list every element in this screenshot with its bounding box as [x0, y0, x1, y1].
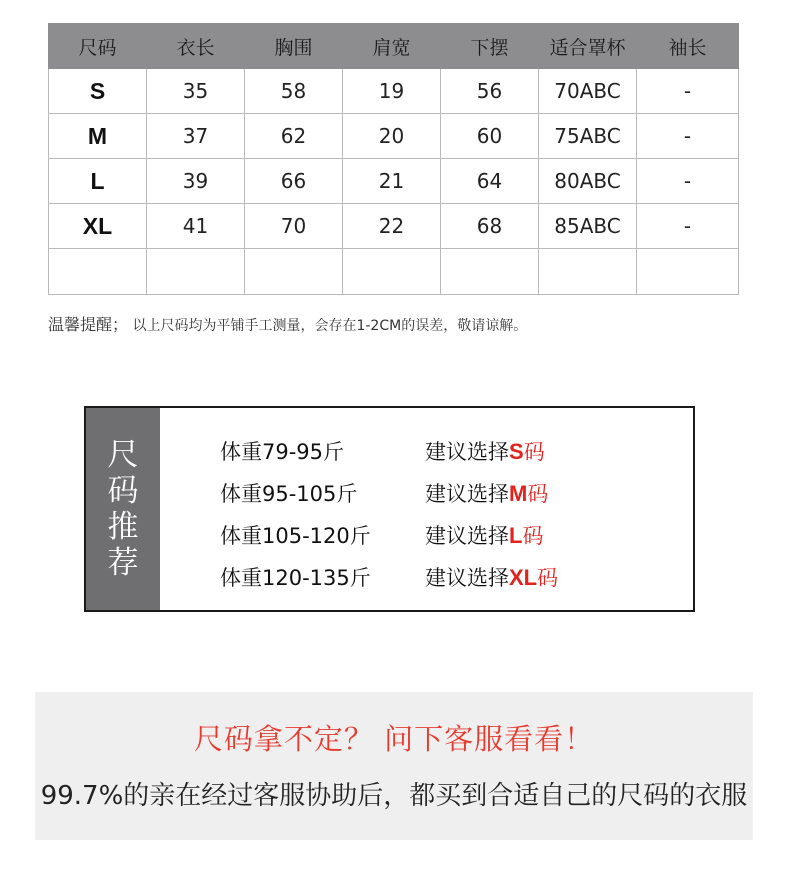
- length-cell: 39: [147, 159, 245, 204]
- advice-unit: 码: [537, 566, 559, 590]
- cup-cell: 70ABC: [539, 69, 637, 114]
- bust-cell: 66: [245, 159, 343, 204]
- notice-text: 以上尺码均为平铺手工测量，会存在1-2CM的误差，敬请谅解。: [132, 318, 528, 334]
- table-header-row: [49, 24, 739, 69]
- empty-cell: [245, 249, 343, 295]
- table-row: [49, 114, 739, 159]
- sleeve-cell: -: [637, 204, 739, 249]
- hem-cell: 68: [441, 204, 539, 249]
- size-recommendation-box: [84, 406, 695, 612]
- measurement-notice: [48, 312, 527, 335]
- advice-size: S: [509, 439, 524, 464]
- recommendation-row: [220, 562, 558, 592]
- shoulder-cell: 20: [343, 114, 441, 159]
- recommendation-side-text: 尺码推荐: [107, 437, 139, 581]
- table-row: [49, 69, 739, 114]
- sleeve-cell: -: [637, 159, 739, 204]
- weight-range: 体重79-95斤: [220, 440, 345, 464]
- table-row: [49, 159, 739, 204]
- hem-cell: 64: [441, 159, 539, 204]
- weight-range: 体重105-120斤: [220, 524, 371, 548]
- sleeve-cell: -: [637, 69, 739, 114]
- length-cell: 37: [147, 114, 245, 159]
- size-cell: M: [49, 114, 147, 159]
- empty-cell: [441, 249, 539, 295]
- advice-size: XL: [509, 565, 538, 590]
- empty-cell: [343, 249, 441, 295]
- header-hem: 下摆: [441, 24, 539, 69]
- empty-cell: [539, 249, 637, 295]
- empty-cell: [49, 249, 147, 295]
- header-bust: 胸围: [245, 24, 343, 69]
- size-table: [48, 23, 739, 295]
- header-shoulder: 肩宽: [343, 24, 441, 69]
- size-cell: S: [49, 69, 147, 114]
- advice-prefix: 建议选择: [425, 566, 509, 590]
- bust-cell: 62: [245, 114, 343, 159]
- advice-size: M: [509, 481, 528, 506]
- cup-cell: 85ABC: [539, 204, 637, 249]
- length-cell: 41: [147, 204, 245, 249]
- table-row: [49, 204, 739, 249]
- weight-range: 体重120-135斤: [220, 566, 371, 590]
- banner-subtitle: 99.7%的亲在经过客服协助后，都买到合适自己的尺码的衣服: [40, 781, 748, 811]
- header-size: 尺码: [49, 24, 147, 69]
- banner-title: 尺码拿不定？ 问下客服看看！: [193, 722, 595, 756]
- empty-cell: [147, 249, 245, 295]
- sleeve-cell: -: [637, 114, 739, 159]
- shoulder-cell: 22: [343, 204, 441, 249]
- advice-unit: 码: [527, 482, 549, 506]
- advice-unit: 码: [522, 524, 544, 548]
- recommendation-row: [220, 520, 543, 550]
- weight-range: 体重95-105斤: [220, 482, 358, 506]
- header-sleeve: 袖长: [637, 24, 739, 69]
- recommendation-side-label: [86, 408, 160, 610]
- advice-prefix: 建议选择: [425, 524, 509, 548]
- customer-service-banner: [35, 692, 753, 840]
- hem-cell: 56: [441, 69, 539, 114]
- cup-cell: 75ABC: [539, 114, 637, 159]
- header-length: 衣长: [147, 24, 245, 69]
- advice-prefix: 建议选择: [425, 482, 509, 506]
- table-row-empty: [49, 249, 739, 295]
- shoulder-cell: 21: [343, 159, 441, 204]
- size-cell: XL: [49, 204, 147, 249]
- size-cell: L: [49, 159, 147, 204]
- recommendation-row: [220, 478, 548, 508]
- notice-label: 温馨提醒；: [48, 315, 129, 334]
- bust-cell: 70: [245, 204, 343, 249]
- length-cell: 35: [147, 69, 245, 114]
- empty-cell: [637, 249, 739, 295]
- shoulder-cell: 19: [343, 69, 441, 114]
- cup-cell: 80ABC: [539, 159, 637, 204]
- hem-cell: 60: [441, 114, 539, 159]
- advice-size: L: [509, 523, 523, 548]
- advice-prefix: 建议选择: [425, 440, 509, 464]
- recommendation-row: [220, 436, 545, 466]
- header-cup: 适合罩杯: [539, 24, 637, 69]
- bust-cell: 58: [245, 69, 343, 114]
- advice-unit: 码: [523, 440, 545, 464]
